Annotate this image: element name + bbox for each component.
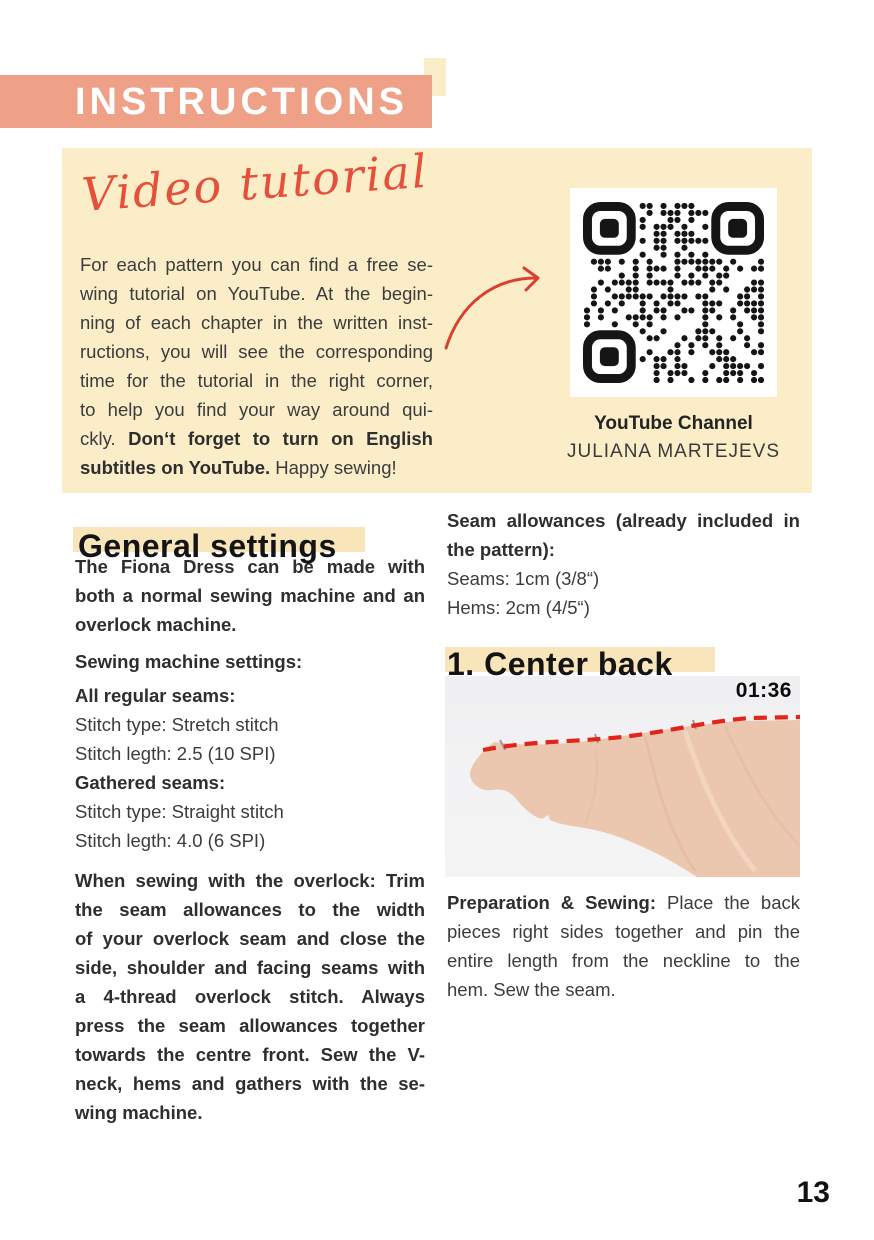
text-line: press the seam allowances together [75,1015,425,1036]
text-line: Seam allowances (already included in [447,510,800,531]
text-line: of your overlock seam and close the [75,928,425,949]
text-line: neck, hems and gathers with the se- [75,1073,425,1094]
seams-value-line: Seams: 1cm (3/8“) [447,568,600,589]
text-line: towards the centre front. Sew the V- [75,1044,425,1065]
fiona-dress-paragraph [75,552,425,639]
text-segment: ckly. [80,428,129,449]
machine-settings-list [75,681,425,855]
text-line: side, shoulder and facing seams with [75,957,425,978]
text-line: the pattern): [447,539,555,560]
hems-value-line: Hems: 2cm (4/5“) [447,597,590,618]
text-segment: Place the back [656,892,800,913]
text-line: to help you find your way around qui- [80,399,433,420]
text-line: wing tutorial on YouTube. At the begin- [80,283,433,304]
text-line: wing machine. [75,1102,203,1123]
page-title: INSTRUCTIONS [75,80,408,123]
text-segment-bold: Preparation & Sewing: [447,892,657,913]
preparation-paragraph [447,888,800,1004]
general-settings-heading: General settings [78,527,337,564]
sewing-machine-settings-label: Sewing machine settings: [75,651,303,672]
qr-code [570,188,777,397]
step-photo [445,676,800,877]
qr-caption-title: YouTube Channel [594,413,753,434]
text-line: ning of each chapter in the written inst- [80,312,433,333]
page-number: 13 [796,1176,830,1209]
text-line: entire length from the neckline to the [447,950,800,971]
video-tutorial-script-heading: Video tutorial [80,143,431,222]
text-line: pieces right sides together and pin the [447,921,800,942]
fabric-photo-illustration [445,676,800,877]
text-segment: Happy sewing! [270,457,397,478]
stitch-length-line: Stitch legth: 2.5 (10 SPI) [75,743,276,764]
text-line: For each pattern you can find a free se- [80,254,433,275]
text-line: ructions, you will see the corresponding [80,341,433,362]
seam-allowances-block [447,506,800,622]
text-line: a 4-thread overlock stitch. Always [75,986,425,1007]
video-tutorial-paragraph [80,250,433,482]
text-line: overlock machine. [75,614,237,635]
qr-caption-name: JULIANA MARTEJEVS [566,441,781,462]
gathered-seams-label: Gathered seams: [75,772,226,793]
text-line [447,888,800,917]
text-segment-bold: Don‘t forget to turn on English [128,428,433,449]
curved-arrow-icon [438,248,553,353]
text-line: both a normal sewing machine and an [75,585,425,606]
overlock-paragraph [75,866,425,1127]
stitch-type-line: Stitch type: Straight stitch [75,801,284,822]
video-timestamp: 01:36 [735,679,792,702]
text-line: The Fiona Dress can be made with [75,556,425,577]
text-line: hem. Sew the seam. [447,979,616,1000]
text-line [80,424,433,453]
text-line: time for the tutorial in the right corner, [80,370,433,391]
text-line: the seam allowances to the width [75,899,425,920]
text-line: When sewing with the overlock: Trim [75,870,425,891]
text-line [80,453,433,482]
all-regular-seams-label: All regular seams: [75,685,236,706]
text-segment-bold: subtitles on YouTube. [80,457,271,478]
page-header-bar [0,75,432,128]
center-back-heading: 1. Center back [447,645,673,682]
stitch-length-line: Stitch legth: 4.0 (6 SPI) [75,830,266,851]
stitch-type-line: Stitch type: Stretch stitch [75,714,279,735]
